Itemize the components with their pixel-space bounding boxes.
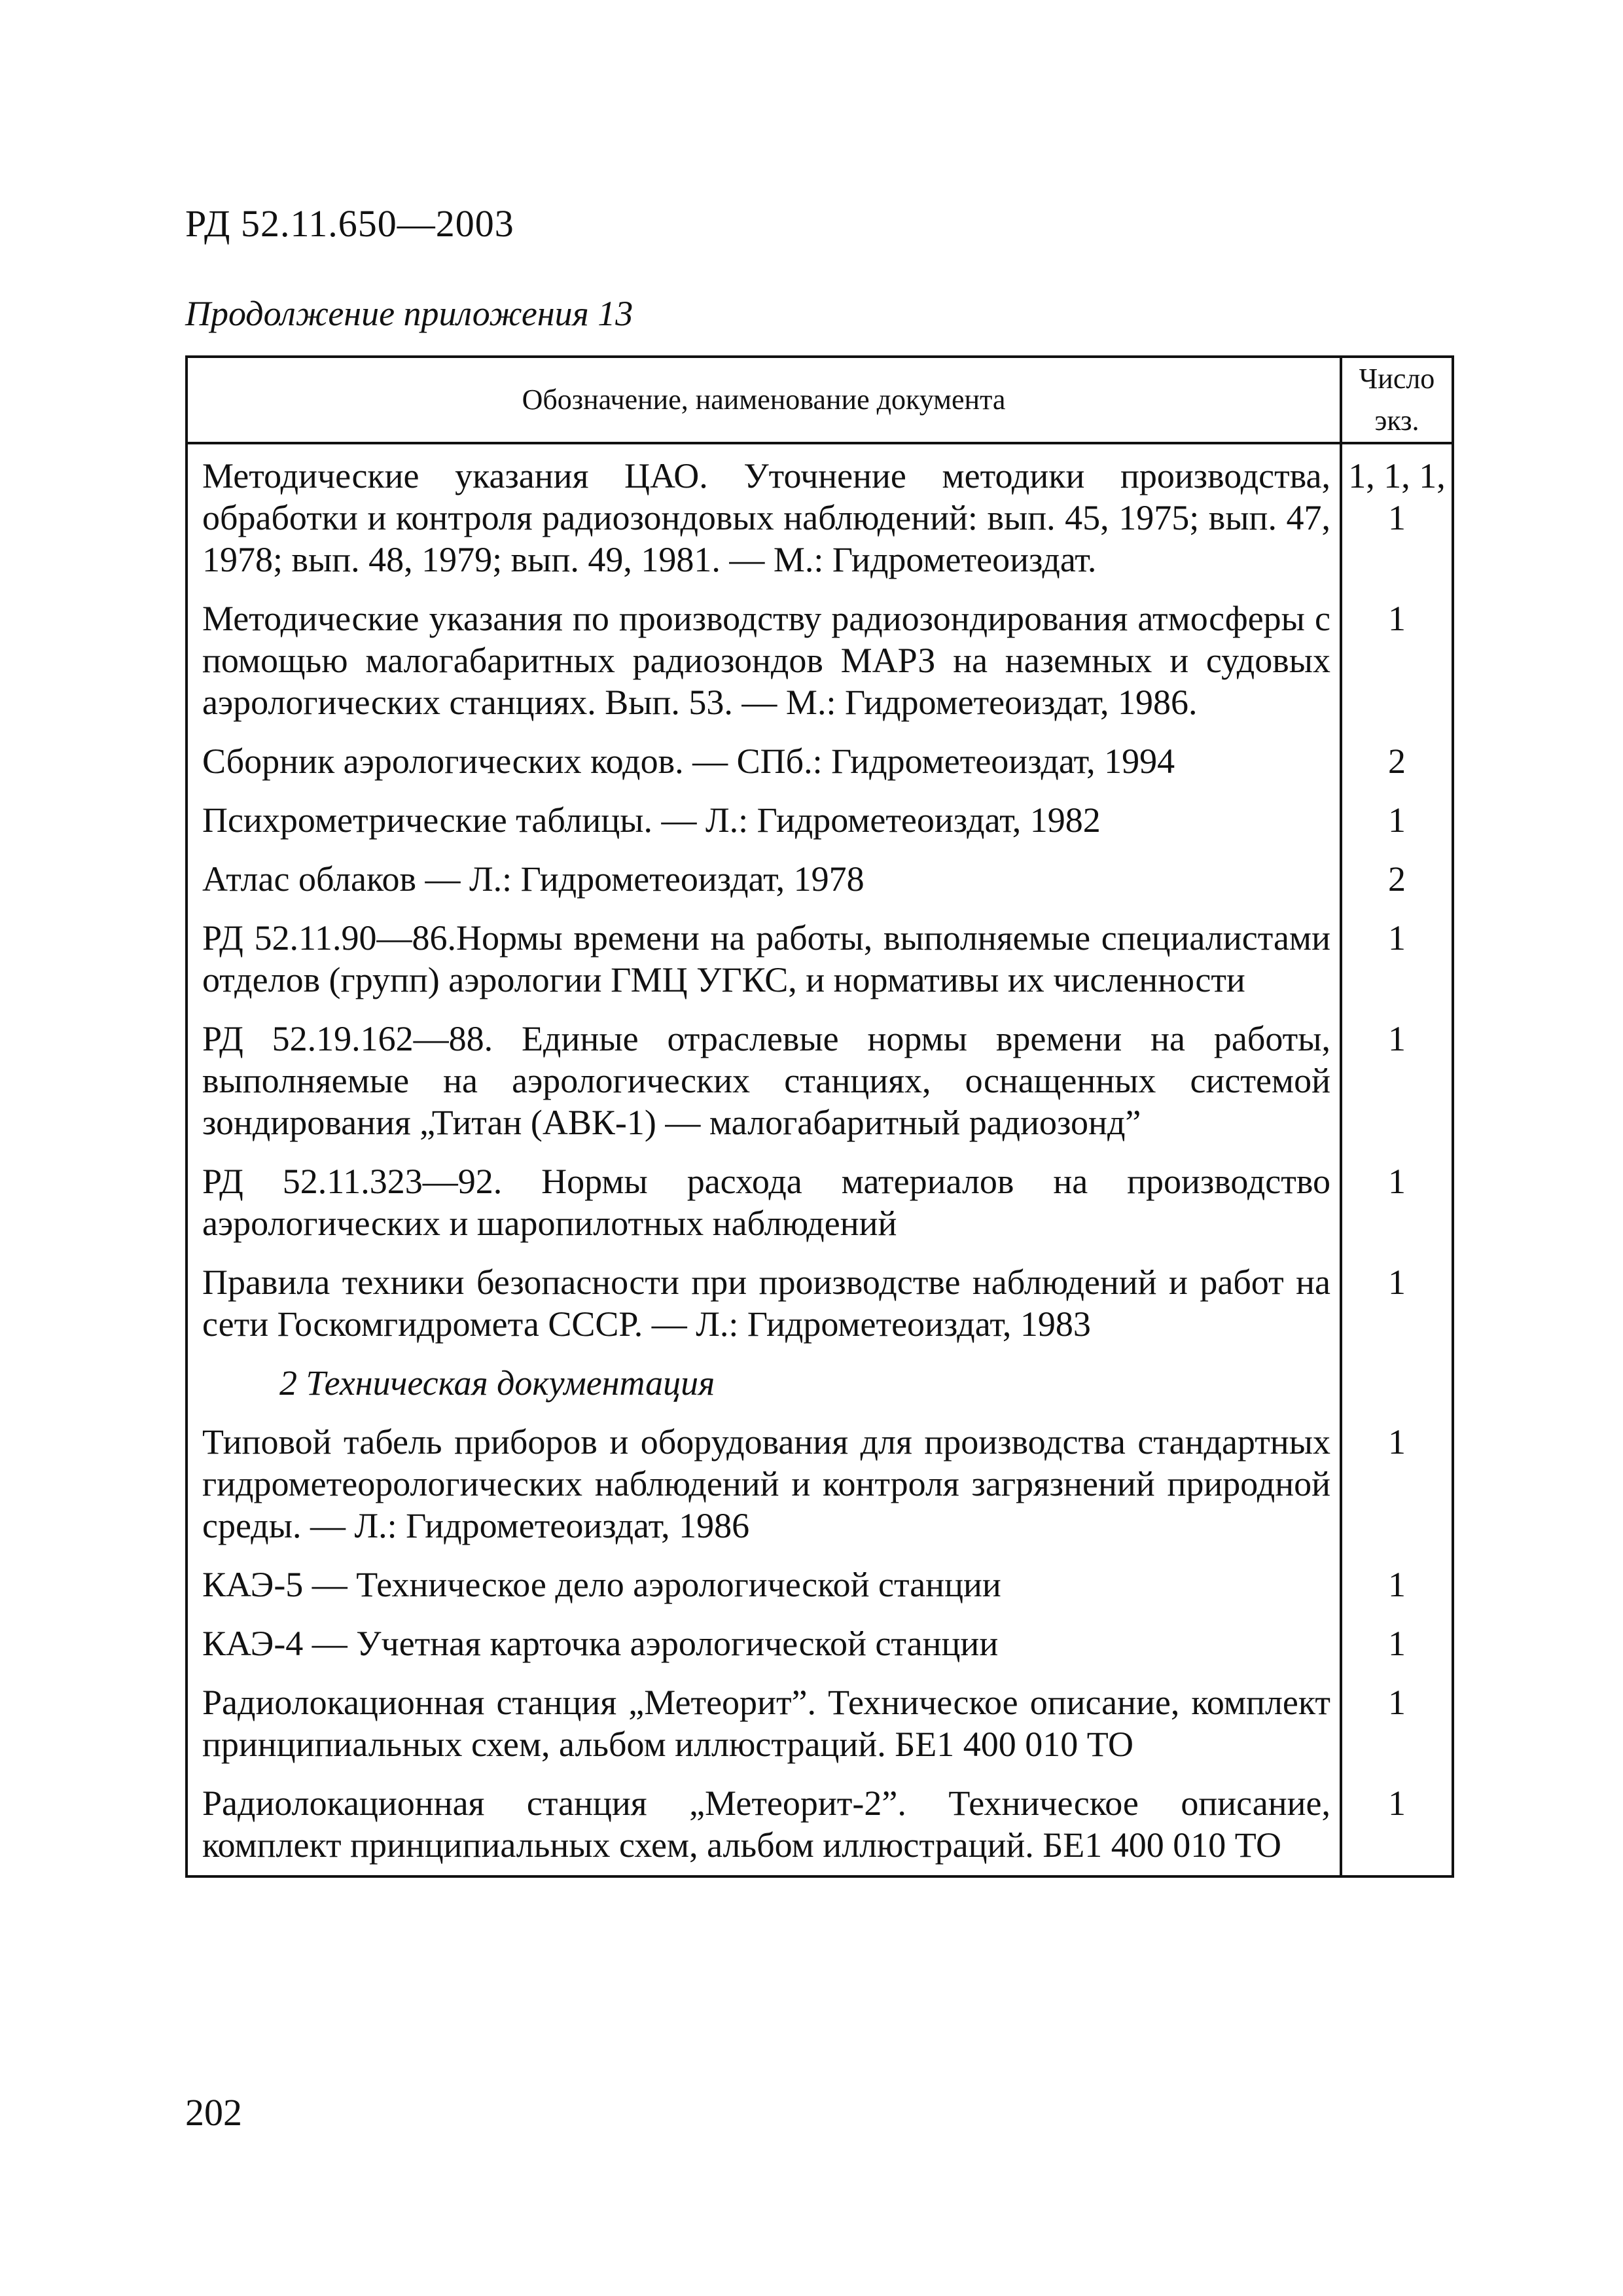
- column-header-count: Число экз.: [1341, 357, 1453, 443]
- table-row: [187, 1774, 1453, 1876]
- copies-count: 2: [1341, 850, 1453, 909]
- document-name: Психрометрические таблицы. — Л.: Гидрометеоиздат, 1982: [187, 791, 1341, 850]
- document-code: РД 52.11.650—2003: [185, 202, 514, 245]
- documents-table: [185, 355, 1454, 1878]
- document-name: КАЭ-4 — Учетная карточка аэрологической станции: [187, 1615, 1341, 1674]
- table-row: [187, 1253, 1453, 1354]
- copies-count: 1: [1341, 1253, 1453, 1354]
- copies-count: [1341, 1354, 1453, 1413]
- copies-count: 1: [1341, 909, 1453, 1010]
- page-number: 202: [185, 2091, 242, 2134]
- copies-count: 1: [1341, 1674, 1453, 1774]
- copies-count: 1: [1341, 1774, 1453, 1876]
- document-name: Методические указания ЦАО. Уточнение методики производства, обработки и контроля радиозондовых наблюдений: вып. 45, 1975; вып. 47, 1978; вып. 48, 1979; вып. 49, 1981. — М.: Гидрометеоиздат.: [187, 443, 1341, 590]
- copies-count: 1: [1341, 1010, 1453, 1153]
- table-row: [187, 850, 1453, 909]
- copies-count: 1, 1, 1, 1: [1341, 443, 1453, 590]
- section-heading-row: [187, 1354, 1453, 1413]
- document-name: Методические указания по производству радиозондирования атмосферы с помощью малогабаритных радиозондов МАРЗ на наземных и судовых аэрологических станциях. Вып. 53. — М.: Гидрометеоиздат, 1986.: [187, 590, 1341, 732]
- table-row: [187, 732, 1453, 791]
- appendix-continuation-title: Продолжение приложения 13: [185, 294, 633, 333]
- document-name: КАЭ-5 — Техническое дело аэрологической станции: [187, 1556, 1341, 1615]
- copies-count: 1: [1341, 590, 1453, 732]
- document-name: Сборник аэрологических кодов. — СПб.: Гидрометеоиздат, 1994: [187, 732, 1341, 791]
- table-row: [187, 1556, 1453, 1615]
- table-row: [187, 1153, 1453, 1253]
- section-heading-technical-docs: 2 Техническая документация: [187, 1354, 1341, 1413]
- document-name: Радиолокационная станция „Метеорит-2”. Техническое описание, комплект принципиальных схем, альбом иллюстраций. БЕ1 400 010 ТО: [187, 1774, 1341, 1876]
- table-row: [187, 1413, 1453, 1556]
- document-name: РД 52.19.162—88. Единые отраслевые нормы времени на работы, выполняемые на аэрологических станциях, оснащенных системой зондирования „Титан (АВК-1) — малогабаритный радиозонд”: [187, 1010, 1341, 1153]
- document-name: Правила техники безопасности при производстве наблюдений и работ на сети Госкомгидромета СССР. — Л.: Гидрометеоиздат, 1983: [187, 1253, 1341, 1354]
- copies-count: 2: [1341, 732, 1453, 791]
- table-row: [187, 909, 1453, 1010]
- table-row: [187, 1674, 1453, 1774]
- copies-count: 1: [1341, 1556, 1453, 1615]
- document-name: Типовой табель приборов и оборудования для производства стандартных гидрометеорологических наблюдений и контроля загрязнений природной среды. — Л.: Гидрометеоиздат, 1986: [187, 1413, 1341, 1556]
- copies-count: 1: [1341, 1413, 1453, 1556]
- copies-count: 1: [1341, 791, 1453, 850]
- table-row: [187, 443, 1453, 590]
- document-name: Атлас облаков — Л.: Гидрометеоиздат, 1978: [187, 850, 1341, 909]
- table-header-row: [187, 357, 1453, 443]
- copies-count: 1: [1341, 1615, 1453, 1674]
- document-name: РД 52.11.90—86.Нормы времени на работы, выполняемые специалистами отделов (групп) аэрологии ГМЦ УГКС, и нормативы их численности: [187, 909, 1341, 1010]
- table-row: [187, 1010, 1453, 1153]
- document-name: Радиолокационная станция „Метеорит”. Техническое описание, комплект принципиальных схем, альбом иллюстраций. БЕ1 400 010 ТО: [187, 1674, 1341, 1774]
- table-row: [187, 1615, 1453, 1674]
- column-header-document: Обозначение, наименование документа: [187, 357, 1341, 443]
- copies-count: 1: [1341, 1153, 1453, 1253]
- document-name: РД 52.11.323—92. Нормы расхода материалов на производство аэрологических и шаропилотных наблюдений: [187, 1153, 1341, 1253]
- table-row: [187, 590, 1453, 732]
- table-row: [187, 791, 1453, 850]
